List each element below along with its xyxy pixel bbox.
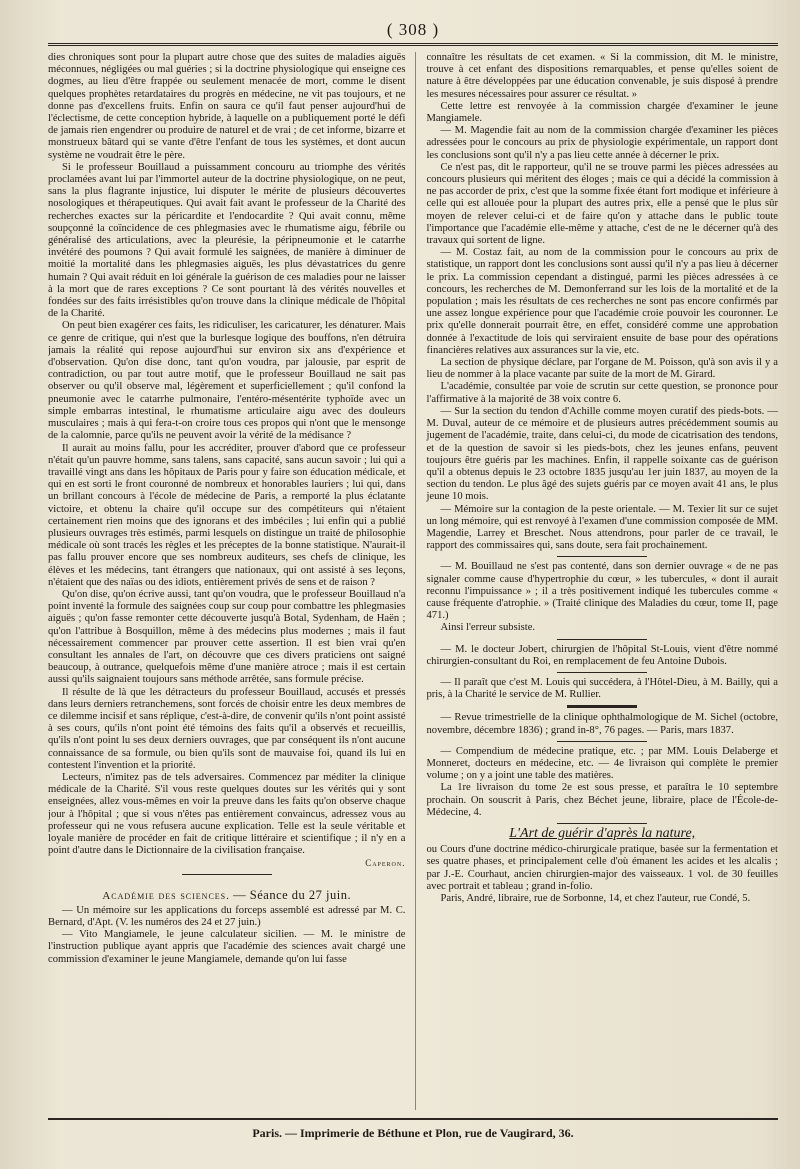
divider — [557, 639, 647, 640]
article-paragraph: Si le professeur Bouillaud a puissamment concouru au triomphe des vérités proclamées avant lui par l'immortel auteur de la doctrine physiologique, on ne peut, sans la plus flagrante injustice, lui disputer le mérite de plusieurs découvertes nosologiques et thérapeutiques. Qui avait fait avant le professeur de la Charité des recherches exactes sur la péricardite et l'endocardite ? Qui avait connu, même soupçonné la coïncidence de ces phlegmasies avec le rhumatisme aigu, fébrile ou généralisé des articulations, avec la pleurésie, la péripneumonie et le catarrhe invétéré des poumons ? Qui avait formulé les saignées, de manière à diminuer de moitié la mortalité dans les phlegmasies aiguës, les plus dévastatrices du genre humain ? Qui avait réduit en loi générale la guérison de ces maladies pour ne laisser à la mort que de rares exceptions ? Ce sont pourtant là des vérités nouvelles et fondées sur des faits irrésistibles qu'on trouve dans la clinique médicale de l'hôpital de la Charité. — [48, 161, 406, 320]
divider — [557, 823, 647, 824]
article-paragraph: dies chroniques sont pour la plupart autre chose que des suites de maladies aiguës méconnues, négligées ou mal guéries ; si la doctrine physiologique qui enseigne ces dogmes, au lieu d'être frappée ou seulement menacée de mort, comme le disent quelques prophètes retardataires du progrès en médecine, ne vit pas toujours, et ne donne pas d'excellens fruits. Enfin on saura ce qu'il faut penser aujourd'hui de l'éclectisme, de cette conception hybride, à laquelle on a publiquement porté le défi de jamais rien engendrer ou produire de naturel et de vrai ; de cet informe, bizarre et monstrueux bâtard qui se vante d'être l'enfant de tous les systèmes, et dont aucun système ne voudrait être le père. — [48, 52, 406, 161]
article-paragraph: Qu'on dise, qu'on écrive aussi, tant qu'on voudra, que le professeur Bouillaud n'a point inventé la formule des saignées coup sur coup pour combattre les phlegmasies aiguës ; qu'on fasse remonter cette découverte jusqu'à Botal, Sydenham, de Haën ; qu'on l'attribue à Bosquillon, même à des médecins plus modernes ; mais il faut nécessairement commencer par prouver cette assertion. Il est bien vrai qu'en consultant les annales de l'art, on découvre que ces divers praticiens ont saigné beaucoup, à outrance, quelquefois même d'une manière atroce ; mais il est certain aussi qu'ils saignaient toujours sans méthode arrêtée, sans formule précise. — [48, 588, 406, 686]
article-paragraph: — M. Magendie fait au nom de la commission chargée d'examiner les pièces adressées pour le concours au prix de physiologie expérimentale, un rapport dont les conclusions sont qu'il n'y a pas lieu cette année à décerner le prix. — [426, 125, 778, 161]
divider — [557, 741, 647, 742]
footer-rule — [48, 1118, 778, 1120]
left-column — [48, 52, 415, 1110]
academy-item: — Un mémoire sur les applications du forceps assemblé est adressé par M. C. Bernard, d'Apt. (V. les numéros des 24 et 27 juin.) — [48, 904, 406, 929]
academy-heading — [48, 889, 405, 902]
news-note: — M. le docteur Jobert, chirurgien de l'hôpital St-Louis, vient d'être nommé chirurgien-consultant du Roi, en remplacement de feu Antoine Dubois. — [426, 643, 778, 667]
article-paragraph: connaître les résultats de cet examen. « Si la commission, dit M. le ministre, trouve à cet enfant des dispositions remarquables, et pense qu'elles soient de nature à être développées par une éducation convenable, je suis disposé à prendre les mesures nécessaires pour assurer ce résultat. » — [426, 52, 778, 100]
article-paragraph: L'académie, consultée par voie de scrutin sur cette question, se prononce pour l'affirmative à la majorité de 38 voix contre 6. — [426, 381, 778, 405]
article-paragraph: — Sur la section du tendon d'Achille comme moyen curatif des pieds-bots. — M. Duval, auteur de ce mémoire et de plusieurs autres précédemment soumis au jugement de l'académie, traite, dans celui-ci, du mode de cicatrisation des tendons, et de la question de savoir si les pieds-bots, chez les jeunes enfans, peuvent toujours être guéris par les machines. Enfin, il rappelle soixante cas de guérison qu'il a obtenus depuis le 23 octobre 1835 jusqu'au 1er juin 1837, au moyen de la section du tendon. Le plus âgé des sujets guéris par ce moyen avait 41 ans, le plus jeune 10 mois. — [426, 405, 778, 503]
news-note: — Revue trimestrielle de la clinique ophthalmologique de M. Sichel (octobre, novembre, décembre 1836) ; grand in-8°, 76 pages. — Paris, mars 1837. — [426, 712, 778, 736]
news-note: — Il paraît que c'est M. Louis qui succédera, à l'Hôtel-Dieu, à M. Bailly, qui a pris, à la Charité le service de M. Rullier. — [426, 676, 778, 701]
news-note: — M. Bouillaud ne s'est pas contenté, dans son dernier ouvrage « de ne pas signaler comme cause d'hypertrophie du cœur, » les tubercules, « dont il aurait reconnu l'impuissance » ; il a très positivement indiqué les tubercules comme « cause fréquente d'atrophie. » (Traité clinique des Maladies du cœur, tome II, page 471.) — [426, 561, 778, 622]
divider — [182, 874, 272, 875]
divider — [557, 556, 647, 557]
page-number: ( 308 ) — [386, 20, 440, 39]
article-paragraph: Cette lettre est renvoyée à la commission chargée d'examiner le jeune Mangiamele. — [426, 100, 778, 125]
article-paragraph: — Mémoire sur la contagion de la peste orientale. — M. Texier lit sur ce sujet un long mémoire, qui est renvoyé à l'examen d'une commission composée de MM. Magendie, Larrey et Breschet. Nous attendrons, pour parler de ce travail, le rapport des commissaires qui, sans doute, sera fait prochainement. — [426, 503, 778, 552]
article-paragraph: — M. Costaz fait, au nom de la commission pour le concours au prix de statistique, un rapport dont les conclusions sont aussi qu'il n'y a pas lieu à décerner le prix. La commission cependant a distingué, parmi les pièces adressées à ce concours, les recherches de M. Demonferrand sur les lois de la mortalité et de la population ; mais les résultats de ces recherches ne sont pas encore confirmés par une assez longue expérience pour que l'académie croie pouvoir les couronner. Le prix qu'elle donnerait pourrait être, en effet, considéré comme une approbation donnée à l'exactitude de lois qui serviraient ensuite de base pour des opérations financières relatives aux assurances sur la vie, etc. — [426, 247, 778, 356]
divider — [567, 705, 637, 708]
book-title: L'Art de guérir d'après la nature, — [509, 825, 696, 841]
news-note: Ainsi l'erreur subsiste. — [440, 622, 536, 634]
divider — [557, 672, 647, 673]
header-rule — [48, 43, 778, 46]
article-paragraph: On peut bien exagérer ces faits, les ridiculiser, les caricaturer, les dénaturer. Mais ce genre de critique, qui n'est que la burlesque logique des bouffons, n'en détruira jamais la réalité qui repose aujourd'hui sur environ six ans d'expérience et d'observation. Qu'on dise donc, tant qu'on voudra, par jalousie, par esprit de contradiction, ou par tout autre motif, que le professeur Bouillaud ne sait pas observer ou qu'il observe mal, légèrement et superficiellement ; qu'il confond la pneumonie avec le catarrhe pulmonaire, l'entéro-mésentérite typhoïde avec un simple embarras intestinal, le rhumatisme articulaire aigu avec des douleurs musculaires ; mais à qui fera-t-on croire tous ces propos qui n'ont que le mensonge de la calomnie, parce qu'ils ne peuvent avoir la vérité de la médisance ? — [48, 320, 406, 442]
article-paragraph: Il aurait au moins fallu, pour les accréditer, prouver d'abord que ce professeur n'était qu'un pauvre homme, sans talens, sans capacité, sans aucun savoir ; lui qui a travaillé vingt ans dans les hôpitaux de Paris pour y faire son éducation médicale, et qui en est sorti le front couronné de nombreux et honorables lauriers ; lui qui, dans un brillant concours à l'école de médecine de Paris, a remporté la plus éclatante victoire, et obtenu la chaire qu'il occupe sur des compétiteurs qui n'étaient certainement rien moins que des ignorans et des imbéciles ; lui enfin qui a publié plusieurs ouvrages très estimés, parmi lesquels on distingue un traité de philosophie médicale où sont tracés les règles et les préceptes de la bonne statistique. N'aurait-il pas fallu prouver encore que ses nombreux auditeurs, ses chefs de clinique, les élèves et les médecins, tant étrangers que nationaux, qui ont assisté à ses leçons, n'étaient que des naïas ou des idiots, entièrement privés de sens et de raison ? — [48, 442, 406, 588]
academy-heading-prefix: Académie des sciences. — [102, 889, 230, 902]
news-note: La 1re livraison du tome 2e est sous presse, et paraîtra le 10 septembre prochain. On souscrit à Paris, chez Béchet jeune, libraire, place de l'École-de-Médecine, 4. — [426, 782, 778, 818]
book-description: ou Cours d'une doctrine médico-chirurgicale pratique, basée sur la fermentation et ses quatre phases, et principalement celle d'où émanent les acides et les alcalis ; par J.-E. Courhaut, ancien chirurgien-major des vaisseaux. 1 vol. de 30 feuilles avec portrait et tableau ; grand in-folio. — [426, 844, 778, 892]
book-publisher: Paris, André, libraire, rue de Sorbonne, 14, et chez l'auteur, rue Condé, 5. — [440, 893, 751, 904]
columns — [48, 52, 778, 1110]
article-signature: Caperon. — [365, 858, 406, 869]
article-paragraph: Ce n'est pas, dit le rapporteur, qu'il ne se trouve parmi les pièces adressées au concours plusieurs qui méritent des éloges ; mais ce qui a décidé la commission à ne pas accorder de prix, c'est que la somme fixée étant fort modique et inférieure à celle qui est allouée pour la plupart des autres prix, elle a pensé que le plus sûr moyen de relever celui-ci et de faire qu'on y attache dans le public toute l'importance que l'académie elle-même y attache, c'est de ne le décerner qu'à des travaux qui sortent de ligne. — [426, 161, 778, 247]
page-header — [48, 0, 778, 40]
right-column — [415, 52, 778, 1110]
article-paragraph: La section de physique déclare, par l'organe de M. Poisson, qu'à son avis il y a lieu de nommer à la place vacante par suite de la mort de M. Girard. — [426, 357, 778, 381]
academy-item: — Vito Mangiamele, le jeune calculateur sicilien. — M. le ministre de l'instruction publique ayant appris que l'académie des sciences avait chargé une commission d'examiner le jeune Mangiamele, demande qu'on lui fasse — [48, 929, 406, 965]
imprint-footer: Paris. — Imprimerie de Béthune et Plon, rue de Vaugirard, 36. — [252, 1126, 574, 1140]
article-paragraph: Lecteurs, n'imitez pas de tels adversaires. Commencez par méditer la clinique médicale de la Charité. S'il vous reste quelques doutes sur les vérités qui y sont enseignées, allez vous-mêmes en voir la preuve dans les faits qu'on observe chaque jour à l'hôpital ; que si vous n'êtes pas entièrement convaincus, adressez vous au professeur qui ne vous refusera aucune explication. Telle est la seule véritable et loyale manière de procéder en fait de critique littéraire et scientifique ; il n'y en a point d'autre dans le Dictionnaire de la civilisation française. — [48, 771, 406, 857]
news-note: — Compendium de médecine pratique, etc. ; par MM. Louis Delaberge et Monneret, docteurs en médecine, etc. — 4e livraison qui complète le premier volume ; on y a joint une table des matières. — [426, 745, 778, 782]
academy-heading-suffix: — Séance du 27 juin. — [233, 887, 352, 902]
article-paragraph: Il résulte de là que les détracteurs du professeur Bouillaud, accusés et pressés dans leurs derniers retranchemens, sont forcés de choisir entre les deux membres de ce dilemme incisif et sans réplique, c'est-à-dire, de convenir qu'ils n'ont point assisté à ses cours, qu'ils n'ont point été témoins des faits qu'il a observés et recueillis, qu'ils n'ont point lu ses deux derniers ouvrages, que par conséquent ils n'ont aucune connaissance de sa formule, ou bien qu'ils sont de mauvaise foi, quand ils lui en contestent l'invention et la priorité. — [48, 686, 406, 771]
